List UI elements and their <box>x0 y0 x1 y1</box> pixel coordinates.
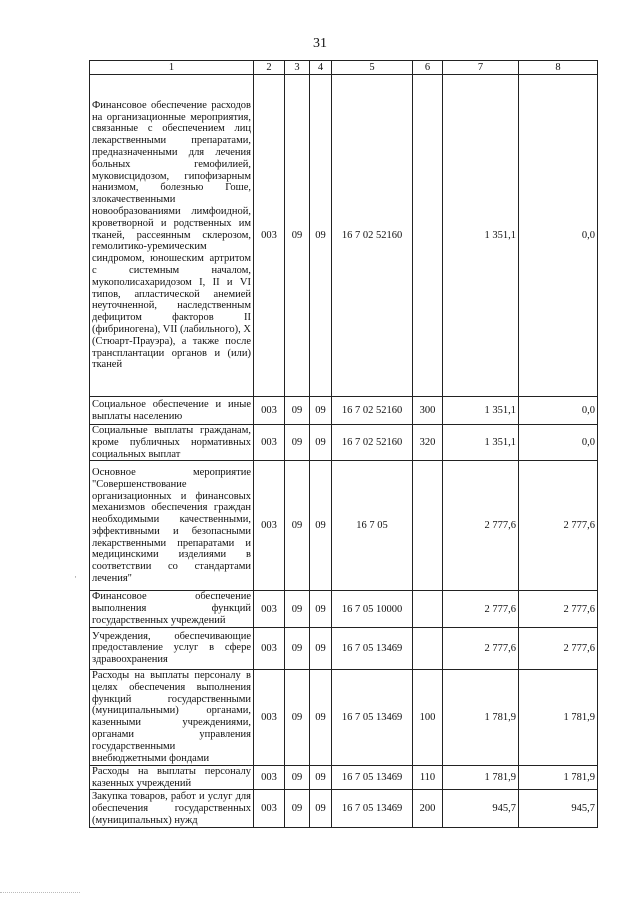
table-row <box>90 765 598 790</box>
cell-c6: 110 <box>413 765 443 790</box>
row-name-cell: Учреждения, обеспечивающие предоставление услуг в сфере здравоохранения <box>90 627 254 669</box>
cell-c6 <box>413 627 443 669</box>
cell-c3: 09 <box>285 669 310 765</box>
cell-c8: 945,7 <box>519 790 598 828</box>
cell-c5: 16 7 05 10000 <box>332 591 413 627</box>
cell-c6: 300 <box>413 397 443 425</box>
header-cell: 2 <box>254 61 285 75</box>
cell-c4: 09 <box>310 425 332 461</box>
row-name-cell: Расходы на выплаты персоналу казенных учреждений <box>90 765 254 790</box>
cell-c5: 16 7 05 13469 <box>332 765 413 790</box>
row-name-cell: Основное мероприятие "Совершенствование организационных и финансовых механизмов обеспечения граждан необходимыми качественными, эффективными и безопасными лекарственными препаратами и медицинскими изделиями в соответствии со стандартами лечения" <box>90 461 254 591</box>
cell-c2: 003 <box>254 627 285 669</box>
cell-c7: 2 777,6 <box>443 461 519 591</box>
row-name-cell: Расходы на выплаты персоналу в целях обеспечения выполнения функций государственными (муниципальными) органами, казенными учреждениями, органами управления государственными внебюджетными фондами <box>90 669 254 765</box>
cell-c5: 16 7 02 52160 <box>332 397 413 425</box>
cell-c3: 09 <box>285 765 310 790</box>
cell-c6 <box>413 75 443 397</box>
cell-c3: 09 <box>285 461 310 591</box>
cell-c6: 100 <box>413 669 443 765</box>
table-row <box>90 397 598 425</box>
header-cell: 5 <box>332 61 413 75</box>
cell-c8: 0,0 <box>519 397 598 425</box>
cell-c3: 09 <box>285 75 310 397</box>
cell-c4: 09 <box>310 397 332 425</box>
row-name-cell: Социальные выплаты гражданам, кроме публичных нормативных социальных выплат <box>90 425 254 461</box>
cell-c7: 1 781,9 <box>443 765 519 790</box>
cell-c2: 003 <box>254 765 285 790</box>
cell-c6 <box>413 591 443 627</box>
budget-table <box>89 60 598 828</box>
cell-c4: 09 <box>310 627 332 669</box>
header-row <box>90 61 598 75</box>
header-cell: 1 <box>90 61 254 75</box>
cell-c5: 16 7 02 52160 <box>332 75 413 397</box>
cell-c6: 320 <box>413 425 443 461</box>
table-row <box>90 461 598 591</box>
cell-c4: 09 <box>310 75 332 397</box>
cell-c2: 003 <box>254 397 285 425</box>
table-row <box>90 627 598 669</box>
cell-c5: 16 7 05 13469 <box>332 669 413 765</box>
header-cell: 4 <box>310 61 332 75</box>
cell-c7: 1 351,1 <box>443 397 519 425</box>
cell-c3: 09 <box>285 790 310 828</box>
cell-c3: 09 <box>285 591 310 627</box>
cell-c4: 09 <box>310 765 332 790</box>
row-name-cell: Социальное обеспечение и иные выплаты населению <box>90 397 254 425</box>
cell-c8: 2 777,6 <box>519 627 598 669</box>
cell-c8: 0,0 <box>519 425 598 461</box>
header-cell: 6 <box>413 61 443 75</box>
cell-c4: 09 <box>310 669 332 765</box>
header-cell: 7 <box>443 61 519 75</box>
cell-c4: 09 <box>310 790 332 828</box>
cell-c5: 16 7 05 13469 <box>332 627 413 669</box>
cell-c7: 2 777,6 <box>443 627 519 669</box>
table-row <box>90 75 598 397</box>
footer-line <box>0 892 80 893</box>
cell-c7: 2 777,6 <box>443 591 519 627</box>
cell-c7: 1 351,1 <box>443 75 519 397</box>
table-row <box>90 669 598 765</box>
cell-c7: 1 351,1 <box>443 425 519 461</box>
cell-c4: 09 <box>310 461 332 591</box>
row-name-cell: Финансовое обеспечение выполнения функций государственных учреждений <box>90 591 254 627</box>
table-row <box>90 425 598 461</box>
cell-c5: 16 7 05 <box>332 461 413 591</box>
cell-c8: 2 777,6 <box>519 461 598 591</box>
cell-c8: 1 781,9 <box>519 765 598 790</box>
cell-c2: 003 <box>254 669 285 765</box>
table-row <box>90 790 598 828</box>
cell-c8: 0,0 <box>519 75 598 397</box>
cell-c2: 003 <box>254 75 285 397</box>
cell-c2: 003 <box>254 591 285 627</box>
cell-c6 <box>413 461 443 591</box>
cell-c3: 09 <box>285 627 310 669</box>
header-cell: 8 <box>519 61 598 75</box>
cell-c6: 200 <box>413 790 443 828</box>
cell-c7: 1 781,9 <box>443 669 519 765</box>
cell-c5: 16 7 02 52160 <box>332 425 413 461</box>
cell-c2: 003 <box>254 425 285 461</box>
cell-c7: 945,7 <box>443 790 519 828</box>
row-name-cell: Финансовое обеспечение расходов на организационные мероприятия, связанные с обеспечением лиц лекарственными препаратами, предназначенными для лечения больных гемофилией, муковисцидозом, гипофизарным нанизмом, болезнью Гоше, злокачественными новообразованиями лимфоидной, кроветворной и родственных им тканей, рассеянным склерозом, гемолитико-уремическим синдромом, юношеским артритом с системным началом, мукополисахаридозом I, II и VI типов, апластической анемией неуточненной, наследственным дефицитом факторов II (фибриногена), VII (лабильного), X (Стюарт-Прауэра), а также после трансплантации органов и (или) тканей <box>90 75 254 397</box>
cell-c2: 003 <box>254 461 285 591</box>
cell-c8: 1 781,9 <box>519 669 598 765</box>
table-row <box>90 591 598 627</box>
cell-c4: 09 <box>310 591 332 627</box>
cell-c8: 2 777,6 <box>519 591 598 627</box>
cell-c3: 09 <box>285 425 310 461</box>
cell-c5: 16 7 05 13469 <box>332 790 413 828</box>
row-name-cell: Закупка товаров, работ и услуг для обеспечения государственных (муниципальных) нужд <box>90 790 254 828</box>
header-cell: 3 <box>285 61 310 75</box>
cell-c2: 003 <box>254 790 285 828</box>
cell-c3: 09 <box>285 397 310 425</box>
margin-mark: · <box>74 572 77 582</box>
page-number: 31 <box>313 36 327 51</box>
